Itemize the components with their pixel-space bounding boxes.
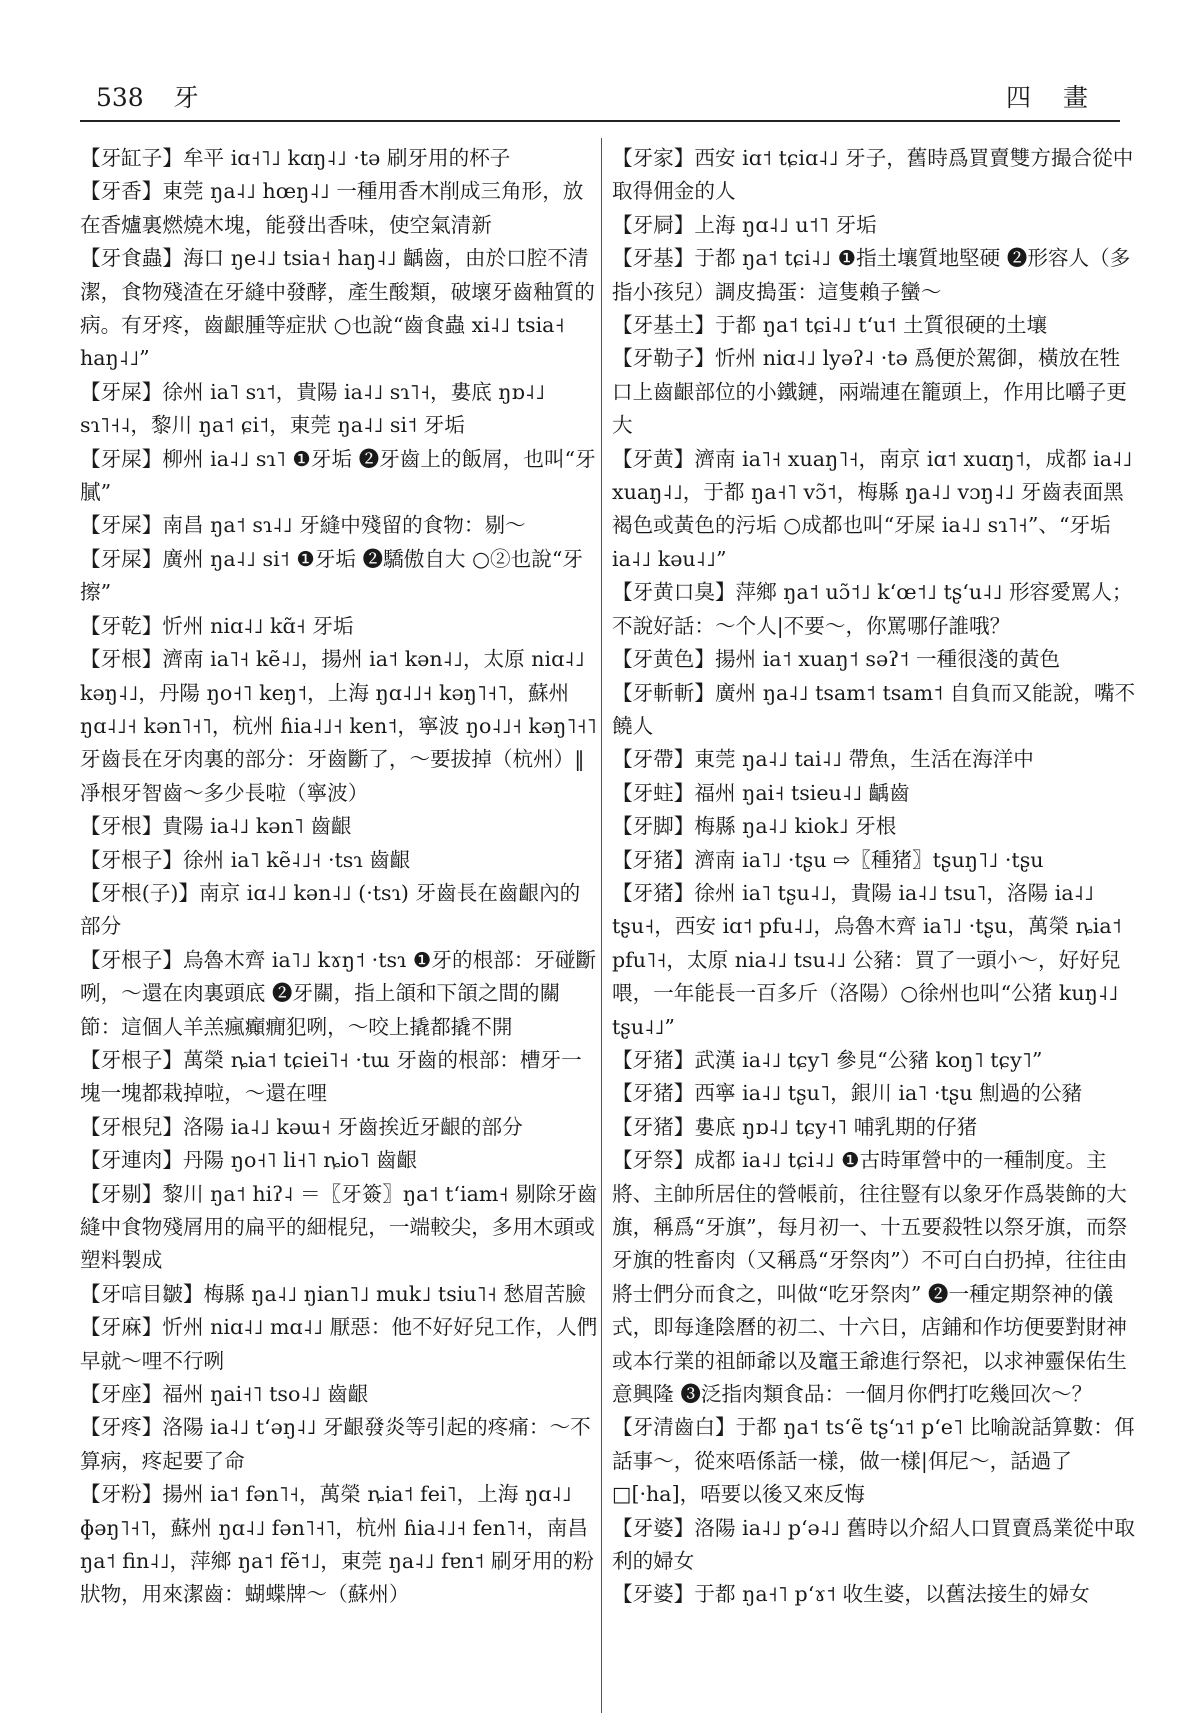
dictionary-entry: 【牙香】東莞 ŋa˨˩ hœŋ˨˩ 一種用香木削成三角形，放在香爐裏燃燒木塊，能發出香味，使空氣清新 <box>80 179 584 237</box>
page-header <box>80 78 1120 118</box>
dictionary-entry: 【牙婆】洛陽 ia˨˩ pʻə˨˩ 舊時以介紹人口買賣爲業從中取利的婦女 <box>612 1515 1135 1574</box>
right-column <box>612 142 1138 1612</box>
dictionary-entry: 【牙黄口臭】萍鄉 ŋa˦ uɔ̃˦˩ kʻœ˦˩ tʂʻu˨˩ 形容愛罵人；不說好話：～个人|不要～，你罵哪仔誰哦？ <box>612 580 1133 638</box>
dictionary-entry: 【牙基土】于都 ŋa˦ tɕi˨˩ tʻu˦ 土質很硬的土壤 <box>612 313 1048 338</box>
dictionary-entry: 【牙帶】東莞 ŋa˨˩ tai˨˩ 帶魚，生活在海洋中 <box>612 747 1034 772</box>
dictionary-entry: 【牙清齒白】于都 ŋa˦ tsʻẽ tʂʻɿ˦ pʻe˥ 比喻說話算數：佴話事～，從來唔係話一樣，做一樣|佴尼～，話過了□[·ha]，唔要以後又來反悔 <box>612 1415 1135 1507</box>
dictionary-entry: 【牙蛀】福州 ŋai˧ tsieu˨˩ 齲齒 <box>612 780 910 805</box>
column-divider <box>601 138 602 1713</box>
dictionary-entry: 【牙根子】徐州 ia˥ kẽ˨˩˧ ·tsɿ 齒齦 <box>80 847 411 872</box>
dictionary-entry: 【牙根】貴陽 ia˨˩ kən˥ 齒齦 <box>80 814 352 839</box>
left-column <box>80 142 600 1612</box>
dictionary-entry: 【牙家】西安 iɑ˦ tɕiɑ˨˩ 牙子，舊時爲買賣雙方撮合從中取得佣金的人 <box>612 146 1134 204</box>
dictionary-entry: 【牙根兒】洛陽 ia˨˩ kəɯ˧ 牙齒挨近牙齦的部分 <box>80 1114 523 1139</box>
dictionary-entry: 【牙根子】萬榮 ȵia˦ tɕiei˥˧ ·tɯ 牙齒的根部：槽牙一塊一塊都栽掉啦，～還在哩 <box>80 1047 582 1106</box>
dictionary-entry: 【牙屎】柳州 ia˨˩ sɿ˥ ❶牙垢 ❷牙齒上的飯屑，也叫“牙膩” <box>80 446 596 505</box>
dictionary-entry: 【牙婆】于都 ŋa˧˥ pʻɤ˦ 收生婆，以舊法接生的婦女 <box>612 1582 1090 1607</box>
dictionary-entry: 【牙屙】上海 ŋɑ˨˩ u˦˥ 牙垢 <box>612 212 877 237</box>
dictionary-entry: 【牙剔】黎川 ŋa˦ hiʔ˨ ＝〖牙簽〗ŋa˦ tʻiam˧ 剔除牙齒縫中食物殘屑用的扁平的細棍兒，一端較尖，多用木頭或塑料製成 <box>80 1181 598 1273</box>
header-left <box>96 78 199 114</box>
dictionary-entry: 【牙粉】揚州 ia˦ fən˥˧，萬榮 ȵia˦ fei˥，上海 ŋɑ˨˩ ɸəŋ˥˧˥，蘇州 ŋɑ˨˩ fən˥˧˥，杭州 ɦia˨˩˧ fen˥˧，南昌 ŋa˦ fin˨˩，萍鄉 ŋa˦ fẽ˦˩，東莞 ŋa˨˩ fɐn˦ 刷牙用的粉狀物，用來潔齒：蝴蝶牌～（蘇州） <box>80 1482 594 1607</box>
dictionary-entry: 【牙連肉】丹陽 ŋo˧˥ li˧˥ ȵio˥ 齒齦 <box>80 1148 418 1173</box>
dictionary-entry: 【牙根子】烏魯木齊 ia˥˩ kɤŋ˦ ·tsɿ ❶牙的根部：牙碰斷咧，～還在肉裏頭底 ❷牙關，指上頜和下頜之間的關節：這個人羊羔瘋癲癇犯咧，～咬上撬都撬不開 <box>80 947 597 1039</box>
dictionary-entry: 【牙祭】成都 ia˨˩ tɕi˨˩ ❶古時軍營中的一種制度。主將、主帥所居住的營帳前，往往豎有以象牙作爲裝飾的大旗，稱爲“牙旗”，每月初一、十五要殺牲以祭牙旗，而祭牙旗的牲畜肉（又稱爲“牙祭肉”）不可白白扔掉，往往由將士們分而食之，叫做“吃牙祭肉” ❷一種定期祭神的儀式，即每逢陰曆的初二、十六日，店鋪和作坊便要對財神或本行業的祖師爺以及竈王爺進行祭祀，以求神靈保佑生意興隆 ❸泛指肉類食品：一個月你們打吃幾回次～？ <box>612 1148 1128 1407</box>
dictionary-entry: 【牙乾】忻州 niɑ˨˩ kɑ̃˧ 牙垢 <box>80 613 354 638</box>
dictionary-entry: 【牙麻】忻州 niɑ˨˩ mɑ˨˩ 厭惡：他不好好兒工作，人們早就～哩不行咧 <box>80 1315 598 1373</box>
dictionary-entry: 【牙座】福州 ŋai˧˥ tso˨˩ 齒齦 <box>80 1382 369 1407</box>
dictionary-entry: 【牙缸子】牟平 iɑ˧˥˩ kɑŋ˨˩ ·tə 刷牙用的杯子 <box>80 146 511 170</box>
dictionary-entry: 【牙猪】濟南 ia˥˩ ·tʂu ⇨〖種猪〗tʂuŋ˥˩ ·tʂu <box>612 847 1044 872</box>
dictionary-entry: 【牙屎】廣州 ŋa˨˩ si˦ ❶牙垢 ❷驕傲自大 ○②也說“牙擦” <box>80 546 583 605</box>
dictionary-entry: 【牙疼】洛陽 ia˨˩ tʻəŋ˨˩ 牙齦發炎等引起的疼痛：～不算病，疼起要了命 <box>80 1415 591 1473</box>
dictionary-entry: 【牙屎】南昌 ŋa˦ sɿ˨˩ 牙縫中殘留的食物：剔～ <box>80 513 526 538</box>
dictionary-entry: 【牙基】于都 ŋa˦ tɕi˨˩ ❶指土壤質地堅硬 ❷形容人（多指小孩兒）調皮搗蛋：這隻賴子蠻～ <box>612 246 1131 304</box>
dictionary-entry: 【牙食蟲】海口 ŋe˨˩ tsia˧ haŋ˨˩ 齲齒，由於口腔不清潔，食物殘渣在牙縫中發酵，產生酸類，破壞牙齒釉質的病。有牙疼，齒齦腫等症狀 ○也說“齒食蟲 xi˨˩ tsia˧ haŋ˨˩” <box>80 246 595 371</box>
page-number: 538 <box>96 83 144 112</box>
header-character: 牙 <box>173 83 199 112</box>
dictionary-entry: 【牙屎】徐州 ia˥ sɿ˦，貴陽 ia˨˩ sɿ˥˧，婁底 ŋɒ˨˩ sɿ˥˧˨，黎川 ŋa˦ ɕi˦，東莞 ŋa˨˩ si˦ 牙垢 <box>80 379 546 438</box>
dictionary-entry: 【牙勒子】忻州 niɑ˨˩ lyəʔ˨ ·tə 爲便於駕御，橫放在牲口上齒齦部位的小鐵鏈，兩端連在籠頭上，作用比嚼子更大 <box>612 346 1127 438</box>
dictionary-entry: 【牙斬斬】廣州 ŋa˨˩ tsam˦ tsam˦ 自負而又能說，嘴不饒人 <box>612 680 1136 738</box>
header-rule <box>80 120 1120 122</box>
dictionary-entry: 【牙猪】武漢 ia˨˩ tɕy˥ 參見“公豬 koŋ˥ tɕy˥” <box>612 1047 1043 1072</box>
dictionary-entry: 【牙黄色】揚州 ia˦ xuaŋ˦ səʔ˦ 一種很淺的黃色 <box>612 647 1061 672</box>
dictionary-entry: 【牙根】濟南 ia˥˧ kẽ˨˩，揚州 ia˦ kən˨˩，太原 niɑ˨˩ kəŋ˨˩，丹陽 ŋo˧˥ keŋ˦，上海 ŋɑ˨˩˧ kəŋ˥˧˥，蘇州 ŋɑ˨˩˧ kən˥˧˥，杭州 ɦia˨˩˧ ken˦，寧波 ŋo˨˩˧ kəŋ˥˧˥ 牙齒長在牙肉裏的部分：牙齒斷了，～要拔掉（杭州）‖ 凈根牙智齒～多少長啦（寧波） <box>80 647 597 805</box>
dictionary-entry: 【牙唁目皺】梅縣 ŋa˨˩ ŋian˥˩ muk˩ tsiu˥˧ 愁眉苦臉 <box>80 1281 586 1306</box>
section-title: 四 畫 <box>1006 83 1100 112</box>
dictionary-entry: 【牙猪】婁底 ŋɒ˨˩ tɕy˧˥ 哺乳期的仔猪 <box>612 1114 978 1139</box>
dictionary-entry: 【牙黄】濟南 ia˥˧ xuaŋ˥˧，南京 iɑ˦ xuɑŋ˦，成都 ia˨˩ xuaŋ˨˩，于都 ŋa˧˥ vɔ̃˦，梅縣 ŋa˨˩ vɔŋ˨˩ 牙齒表面黑褐色或黃色的污垢 ○成都也叫“牙屎 ia˨˩ sɿ˥˧”、“牙垢 ia˨˩ kəu˨˩” <box>612 446 1133 571</box>
dictionary-entry: 【牙猪】西寧 ia˨˩ tʂu˥，銀川 ia˥ ·tʂu 劁過的公豬 <box>612 1081 1083 1106</box>
dictionary-entry: 【牙脚】梅縣 ŋa˨˩ kiok˩ 牙根 <box>612 814 897 839</box>
dictionary-entry: 【牙根(子)】南京 iɑ˨˩ kən˨˩ (·tsɿ) 牙齒長在齒齦內的部分 <box>80 880 581 939</box>
dictionary-entry: 【牙猪】徐州 ia˥ tʂu˨˩，貴陽 ia˨˩ tsu˥，洛陽 ia˨˩ tʂu˧，西安 iɑ˦ pfu˨˩，烏魯木齊 ia˥˩ ·tʂu，萬榮 ȵia˦ pfu˥˧，太原 nia˨˩ tsu˨˩ 公豬：買了一頭小～，好好兒喂，一年能長一百多斤（洛陽）○徐州也叫“公猪 kuŋ˨˩ tʂu˨˩” <box>612 880 1122 1039</box>
